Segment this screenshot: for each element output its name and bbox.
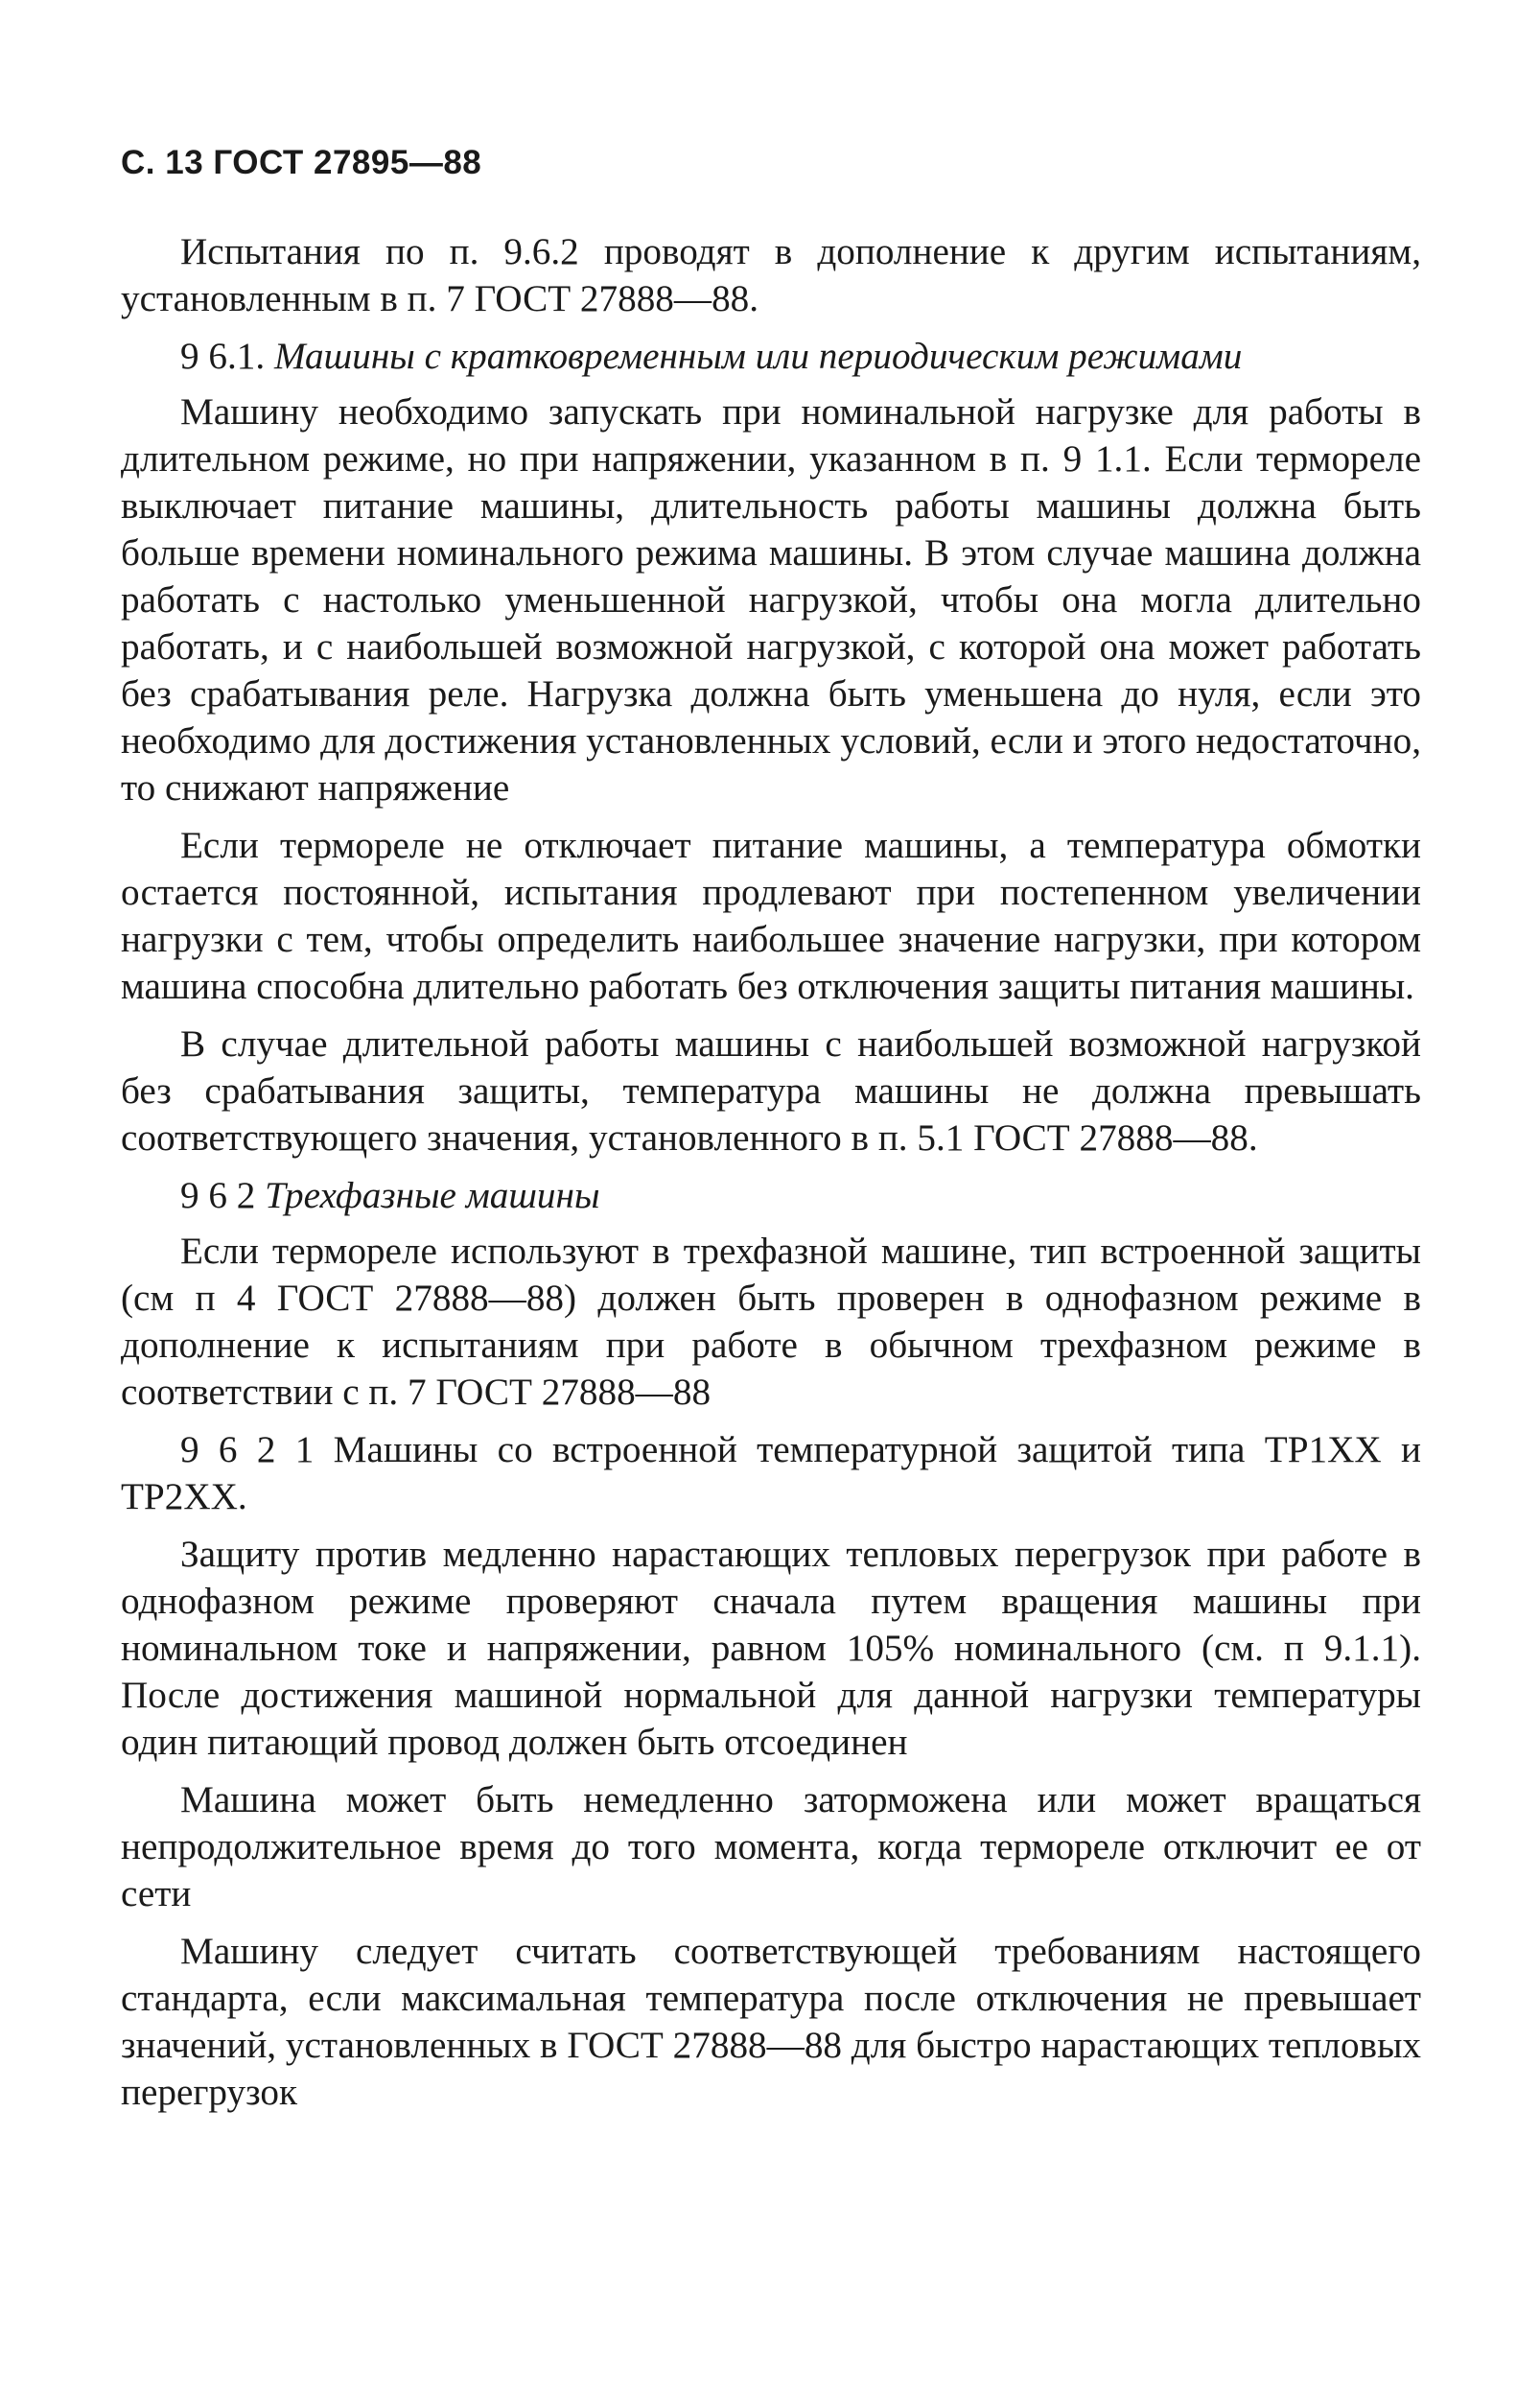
paragraph: Если термореле не отключает питание машины, а температура обмотки остается постоянной, испытания продлевают при постепенном увеличении нагрузки с тем, чтобы определить наибольшее значение нагрузки, при котором машина способна длительно работать без отключения защиты питания машины. — [121, 825, 1421, 1007]
paragraph: Испытания по п. 9.6.2 проводят в дополнение к другим испытаниям, установленным в п. 7 ГОСТ 27888—88. — [121, 231, 1421, 319]
paragraph: В случае длительной работы машины с наибольшей возможной нагрузкой без срабатывания защиты, температура машины не должна превышать соответствующего значения, установленного в п. 5.1 ГОСТ 27888—88. — [121, 1023, 1421, 1159]
section-heading — [121, 333, 1421, 380]
page-header: С. 13 ГОСТ 27895—88 — [121, 144, 482, 181]
paragraph: Машина может быть немедленно заторможена или может вращаться непродолжительное время до того момента, когда термореле отключит ее от сети — [121, 1779, 1421, 1914]
document-body — [121, 228, 1421, 2126]
section-number: 9 6.1. — [180, 336, 266, 377]
paragraph: 9 6 2 1 Машины со встроенной температурной защитой типа ТР1ХХ и ТР2ХХ. — [121, 1429, 1421, 1517]
paragraph: Если термореле используют в трехфазной машине, тип встроенной защиты (см п 4 ГОСТ 27888—88) должен быть проверен в однофазном режиме в дополнение к испытаниям при работе в обычном трехфазном режиме в соответствии с п. 7 ГОСТ 27888—88 — [121, 1231, 1421, 1413]
paragraph: Защиту против медленно нарастающих тепловых перегрузок при работе в однофазном режиме проверяют сначала путем вращения машины при номинальном токе и напряжении, равном 105% номинального (см. п 9.1.1). После достижения машиной нормальной для данной нагрузки температуры один питающий провод должен быть отсоединен — [121, 1534, 1421, 1763]
section-title: Машины с кратковременным или периодическим режимами — [273, 336, 1243, 377]
section-title: Трехфазные машины — [265, 1175, 600, 1216]
section-heading — [121, 1172, 1421, 1219]
paragraph: Машину следует считать соответствующей требованиям настоящего стандарта, если максимальная температура после отключения не превышает значений, установленных в ГОСТ 27888—88 для быстро нарастающих тепловых перегрузок — [121, 1931, 1421, 2113]
section-number: 9 6 2 — [180, 1175, 256, 1216]
paragraph: Машину необходимо запускать при номинальной нагрузке для работы в длительном режиме, но при напряжении, указанном в п. 9 1.1. Если термореле выключает питание машины, длительность работы машины должна быть больше времени номинального режима машины. В этом случае машина должна работать с настолько уменьшенной нагрузкой, чтобы она могла длительно работать, и с наибольшей возможной нагрузкой, с которой она может работать без срабатывания реле. Нагрузка должна быть уменьшена до нуля, если это необходимо для достижения установленных условий, если и этого недостаточно, то снижают напряжение — [121, 391, 1421, 809]
